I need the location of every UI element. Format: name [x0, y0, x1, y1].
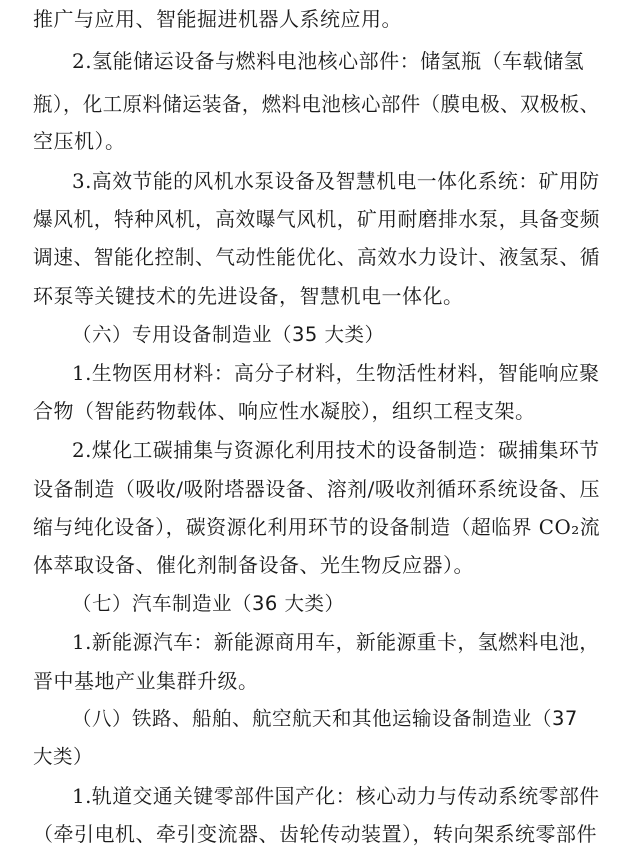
section-heading: （七）汽车制造业（36 大类） [72, 592, 345, 615]
text-line: 推广与应用、智能掘进机器人系统应用。 [33, 7, 402, 31]
text-line: 缩与纯化设备），碳资源化利用环节的设备制造（超临界 CO₂流 [33, 515, 601, 539]
text-line: 爆风机，特种风机，高效曝气风机，矿用耐磨排水泵，具备变频 [33, 207, 600, 231]
section-heading: （六）专用设备制造业（35 大类） [72, 323, 385, 346]
text-line: 晋中基地产业集群升级。 [33, 669, 259, 693]
text-line: 2.氢能储运设备与燃料电池核心部件：储氢瓶（车载储氢 [72, 49, 585, 73]
text-line: 空压机）。 [33, 129, 126, 153]
text-line: 合物（智能药物载体、响应性水凝胶），组织工程支架。 [33, 399, 536, 423]
text-line: 1.新能源汽车：新能源商用车，新能源重卡，氢燃料电池， [72, 630, 600, 654]
text-line: 1.生物医用材料：高分子材料，生物活性材料，智能响应聚 [72, 361, 600, 385]
text-line: 环泵等关键技术的先进设备，智慧机电一体化。 [33, 284, 464, 308]
text-line: 设备制造（吸收/吸附塔器设备、溶剂/吸收剂循环系统设备、压 [33, 477, 600, 501]
text-line: 1.轨道交通关键零部件国产化：核心动力与传动系统零部件 [72, 784, 600, 808]
text-line: 3.高效节能的风机水泵设备及智慧机电一体化系统：矿用防 [72, 169, 600, 193]
text-line: （牵引电机、牵引变流器、齿轮传动装置），转向架系统零部件 [33, 822, 597, 846]
text-line: 调速、智能化控制、气动性能优化、高效水力设计、液氢泵、循 [33, 245, 600, 269]
text-line: 瓶），化工原料储运装备，燃料电池核心部件（膜电极、双极板、 [33, 92, 600, 116]
section-heading: （八）铁路、船舶、航空航天和其他运输设备制造业（37 [72, 707, 578, 730]
text-line: 2.煤化工碳捕集与资源化利用技术的设备制造：碳捕集环节 [72, 438, 600, 462]
section-heading: 大类） [33, 745, 94, 768]
text-line: 体萃取设备、催化剂制备设备、光生物反应器）。 [33, 553, 474, 577]
